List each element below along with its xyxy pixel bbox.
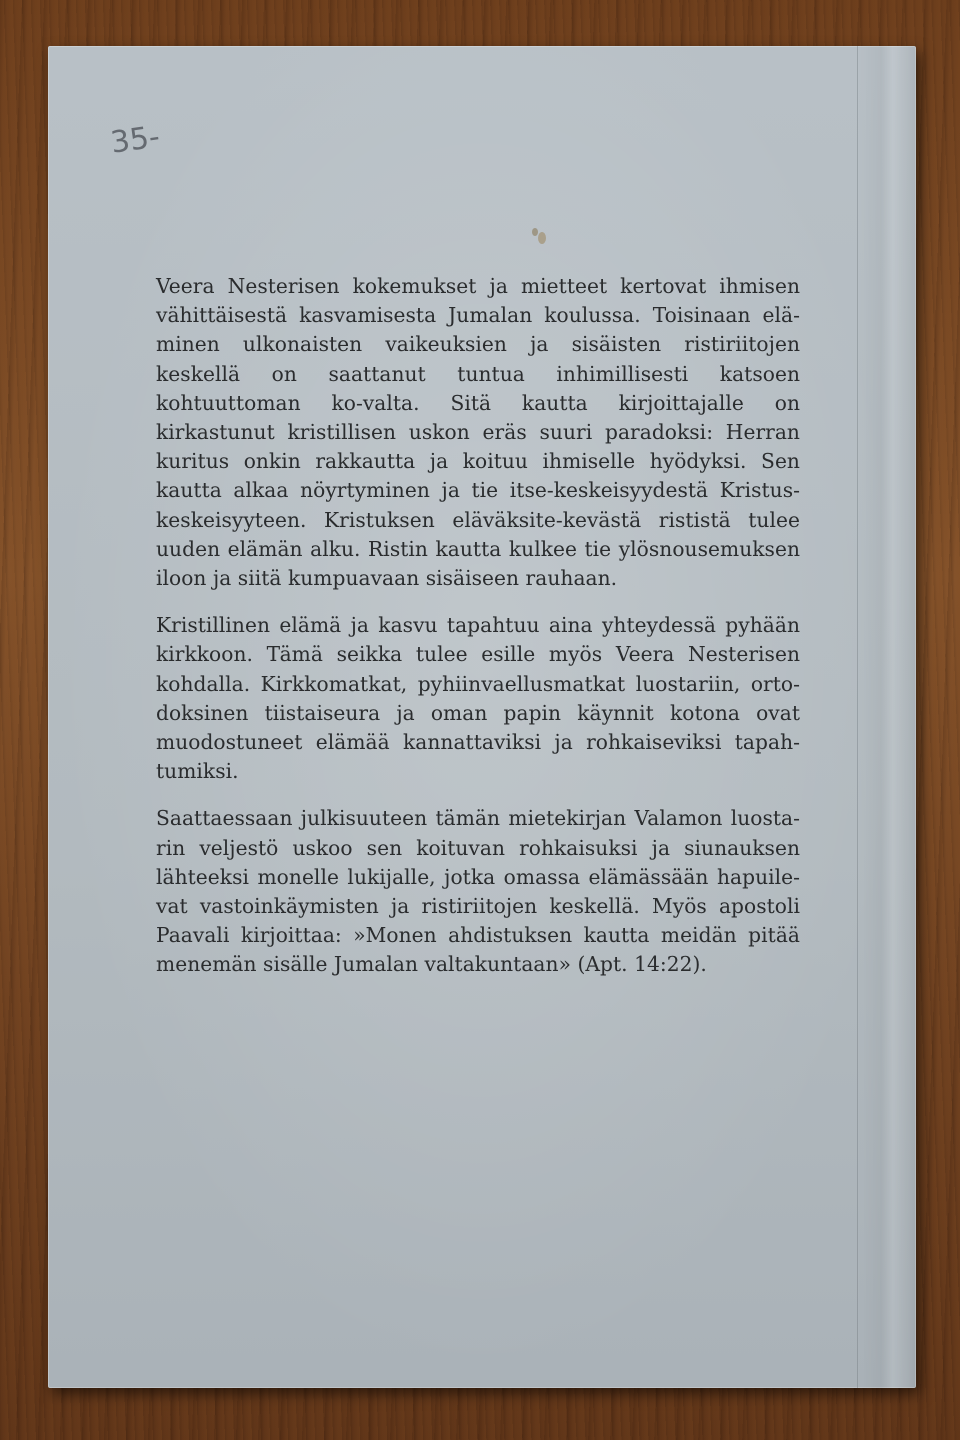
price-note-text: 35-: [108, 119, 162, 161]
stain-mark: [526, 222, 550, 250]
book-spine-edge: [857, 46, 916, 1388]
blurb-paragraph-1: Veera Nesterisen kokemukset ja mietteet kertovat ihmisen vähittäisestä kasvamisesta Jumalan koulussa. Toisinaan elä-minen ulkonaisten vaikeuksien ja sisäisten ristiriitojen keskellä on saattanut tuntua inhimillisesti katsoen kohtuuttoman ko-valta. Sitä kautta kirjoittajalle on kirkastunut kristillisen uskon eräs suuri paradoksi: Herran kuritus onkin rakkautta ja koituu ihmiselle hyödyksi. Sen kautta alkaa nöyrtyminen ja tie itse-keskeisyydestä Kristus-keskeisyyteen. Kristuksen eläväksite-kevästä rististä tulee uuden elämän alku. Ristin kautta kulkee tie ylösnousemuksen iloon ja siitä kumpuavaan sisäiseen rauhaan.: [156, 274, 800, 591]
cover-smudge: [526, 222, 550, 250]
blurb-paragraph-2: Kristillinen elämä ja kasvu tapahtuu aina yhteydessä pyhään kirkkoon. Tämä seikka tulee esille myös Veera Nesterisen kohdalla. Kirkkomatkat, pyhiinvaellusmatkat luostariin, orto-doksinen tiistaiseura ja oman papin käynnit kotona ovat muodostuneet elämää kannattaviksi ja rohkaiseviksi tapah-tumiksi.: [156, 613, 800, 784]
book-back-cover: [48, 46, 916, 1388]
blurb-paragraph-3: Saattaessaan julkisuuteen tämän mietekirjan Valamon luosta-rin veljestö uskoo sen koituvan rohkaisuksi ja siunauksen lähteeksi monelle lukijalle, jotka omassa elämässään hapuile-vat vastoinkäymisten ja ristiriitojen keskellä. Myös apostoli Paavali kirjoittaa: »Monen ahdistuksen kautta meidän pitää menemän sisälle Jumalan valtakuntaan» (Apt. 14:22).: [156, 806, 800, 977]
pencil-price-mark: [106, 104, 236, 164]
handwritten-price-note: [106, 104, 236, 164]
back-cover-blurb: [156, 272, 800, 980]
